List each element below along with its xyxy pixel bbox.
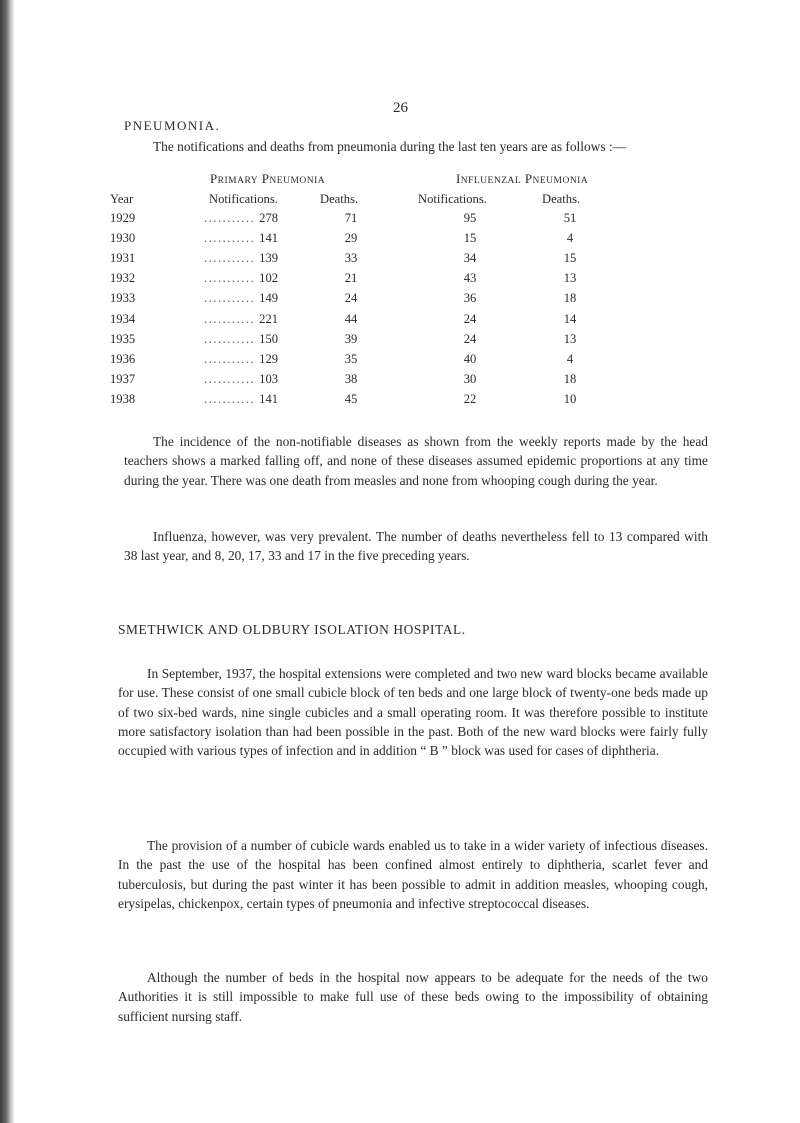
dot-leader: ...........	[204, 271, 256, 286]
column-header-primary-deaths: Deaths.	[320, 192, 359, 206]
cell-year: 1929	[110, 211, 136, 225]
cell-primary-deaths: 44	[344, 311, 358, 326]
cell-year: 1935	[110, 331, 136, 346]
intro-paragraph: The notifications and deaths from pneumonia during the last ten years are as follows :—	[153, 139, 627, 154]
paragraph-cubicle-wards: The provision of a number of cubicle wards enabled us to take in a wider variety of infectious diseases. In the past the use of the hospital has been confined almost entirely to diphtheria, scarlet fever and tuberculosis, but during the past winter it has been possible to admit in addition measles, whooping cough, erysipelas, chickenpox, certain types of pneumonia and infective streptococcal diseases.	[118, 838, 708, 911]
cell-influenzal-deaths: 18	[563, 371, 577, 386]
cell-influenzal-notifications: 36	[463, 291, 477, 306]
cell-value: 141	[259, 391, 279, 406]
cell-primary-deaths: 38	[344, 371, 358, 386]
cell-primary-notifications	[204, 332, 278, 347]
cell-influenzal-notifications: 40	[463, 351, 477, 366]
cell-influenzal-deaths: 10	[563, 391, 577, 406]
cell-value: 141	[259, 231, 279, 246]
cell-year: 1938	[110, 391, 136, 406]
cell-value: 150	[259, 331, 279, 346]
cell-influenzal-notifications: 95	[463, 211, 477, 225]
paragraph-non-notifiable: The incidence of the non-notifiable diseases as shown from the weekly reports made by the head teachers shows a marked falling off, and none of these diseases assumed epidemic proportions at any time during the year. There was one death from measles and none from whooping cough during the year.	[124, 434, 708, 488]
cell-primary-deaths: 45	[344, 391, 358, 406]
column-header-year: Year	[110, 192, 134, 206]
cell-value: 149	[259, 291, 279, 306]
cell-year: 1936	[110, 351, 136, 366]
cell-primary-deaths: 21	[344, 271, 358, 286]
cell-primary-notifications	[204, 211, 278, 226]
cell-primary-deaths: 35	[344, 351, 358, 366]
cell-year: 1932	[110, 271, 136, 286]
dot-leader: ...........	[204, 351, 256, 366]
column-header-influenzal-notifications: Notifications.	[418, 192, 487, 206]
cell-influenzal-deaths: 15	[563, 251, 577, 266]
cell-year: 1933	[110, 291, 136, 306]
paragraph-influenza: Influenza, however, was very prevalent. The number of deaths nevertheless fell to 13 compared with 38 last year, and 8, 20, 17, 33 and 17 in the five preceding years.	[124, 529, 708, 564]
cell-value: 139	[259, 251, 279, 266]
group-heading-primary: PRIMARY PNEUMONIA	[210, 171, 326, 186]
dot-leader: ...........	[204, 211, 256, 225]
section-heading-isolation-hospital: SMETHWICK AND OLDBURY ISOLATION HOSPITAL.	[118, 622, 466, 637]
cell-influenzal-deaths: 51	[563, 211, 577, 225]
cell-influenzal-deaths: 4	[566, 351, 574, 366]
cell-influenzal-notifications: 30	[463, 371, 477, 386]
cell-primary-deaths: 39	[344, 331, 358, 346]
cell-value: 221	[259, 311, 279, 326]
paragraph-extensions: In September, 1937, the hospital extensions were completed and two new ward blocks became available for use. These consist of one small cubicle block of ten beds and one large block of twenty-one beds made up of two six-bed wards, nine single cubicles and a small operating room. It was therefore possible to institute more satisfactory isolation than had been possible in the past. Both of the new ward blocks were fairly fully occupied with various types of infection and in addition “ B ” block was used for cases of diphtheria.	[118, 666, 708, 759]
dot-leader: ...........	[204, 391, 256, 406]
cell-value: 129	[259, 351, 279, 366]
dot-leader: ...........	[204, 311, 256, 326]
cell-influenzal-notifications: 15	[463, 231, 477, 246]
cell-influenzal-notifications: 43	[463, 271, 477, 286]
cell-primary-deaths: 29	[344, 231, 358, 246]
cell-year: 1930	[110, 231, 136, 246]
cell-influenzal-deaths: 4	[566, 231, 574, 246]
cell-influenzal-deaths: 13	[563, 331, 577, 346]
cell-influenzal-notifications: 24	[463, 331, 477, 346]
cell-primary-deaths: 24	[344, 291, 358, 306]
column-header-influenzal-deaths: Deaths.	[542, 192, 581, 206]
cell-primary-notifications	[204, 291, 278, 306]
cell-primary-notifications	[204, 352, 278, 367]
cell-primary-notifications	[204, 231, 278, 246]
dot-leader: ...........	[204, 291, 256, 306]
cell-primary-notifications	[204, 251, 278, 266]
paragraph-nursing-staff: Although the number of beds in the hospital now appears to be adequate for the needs of the two Authorities it is still impossible to make full use of these beds owing to the impossibility of obtaining sufficient nursing staff.	[118, 970, 708, 1024]
cell-year: 1934	[110, 311, 136, 326]
section-heading-pneumonia: PNEUMONIA.	[124, 118, 221, 133]
dot-leader: ...........	[204, 371, 256, 386]
cell-year: 1937	[110, 371, 136, 386]
page-number: 26	[393, 100, 408, 116]
cell-value: 103	[259, 371, 279, 386]
cell-influenzal-notifications: 22	[463, 391, 477, 406]
cell-value: 278	[259, 211, 279, 225]
cell-influenzal-deaths: 14	[563, 311, 577, 326]
pneumonia-table	[110, 171, 710, 406]
cell-influenzal-deaths: 13	[563, 271, 577, 286]
cell-primary-notifications	[204, 271, 278, 286]
column-header-primary-notifications: Notifications.	[209, 192, 278, 206]
cell-primary-deaths: 71	[344, 211, 358, 225]
cell-influenzal-notifications: 24	[463, 311, 477, 326]
dot-leader: ...........	[204, 231, 256, 246]
dot-leader: ...........	[204, 251, 256, 266]
cell-influenzal-notifications: 34	[463, 251, 477, 266]
cell-primary-deaths: 33	[344, 251, 358, 266]
dot-leader: ...........	[204, 331, 256, 346]
cell-value: 102	[259, 271, 279, 286]
cell-primary-notifications	[204, 312, 278, 327]
cell-year: 1931	[110, 251, 136, 266]
cell-influenzal-deaths: 18	[563, 291, 577, 306]
cell-primary-notifications	[204, 392, 278, 407]
cell-primary-notifications	[204, 372, 278, 387]
group-heading-influenzal: INFLUENZAL PNEUMONIA	[456, 171, 589, 186]
